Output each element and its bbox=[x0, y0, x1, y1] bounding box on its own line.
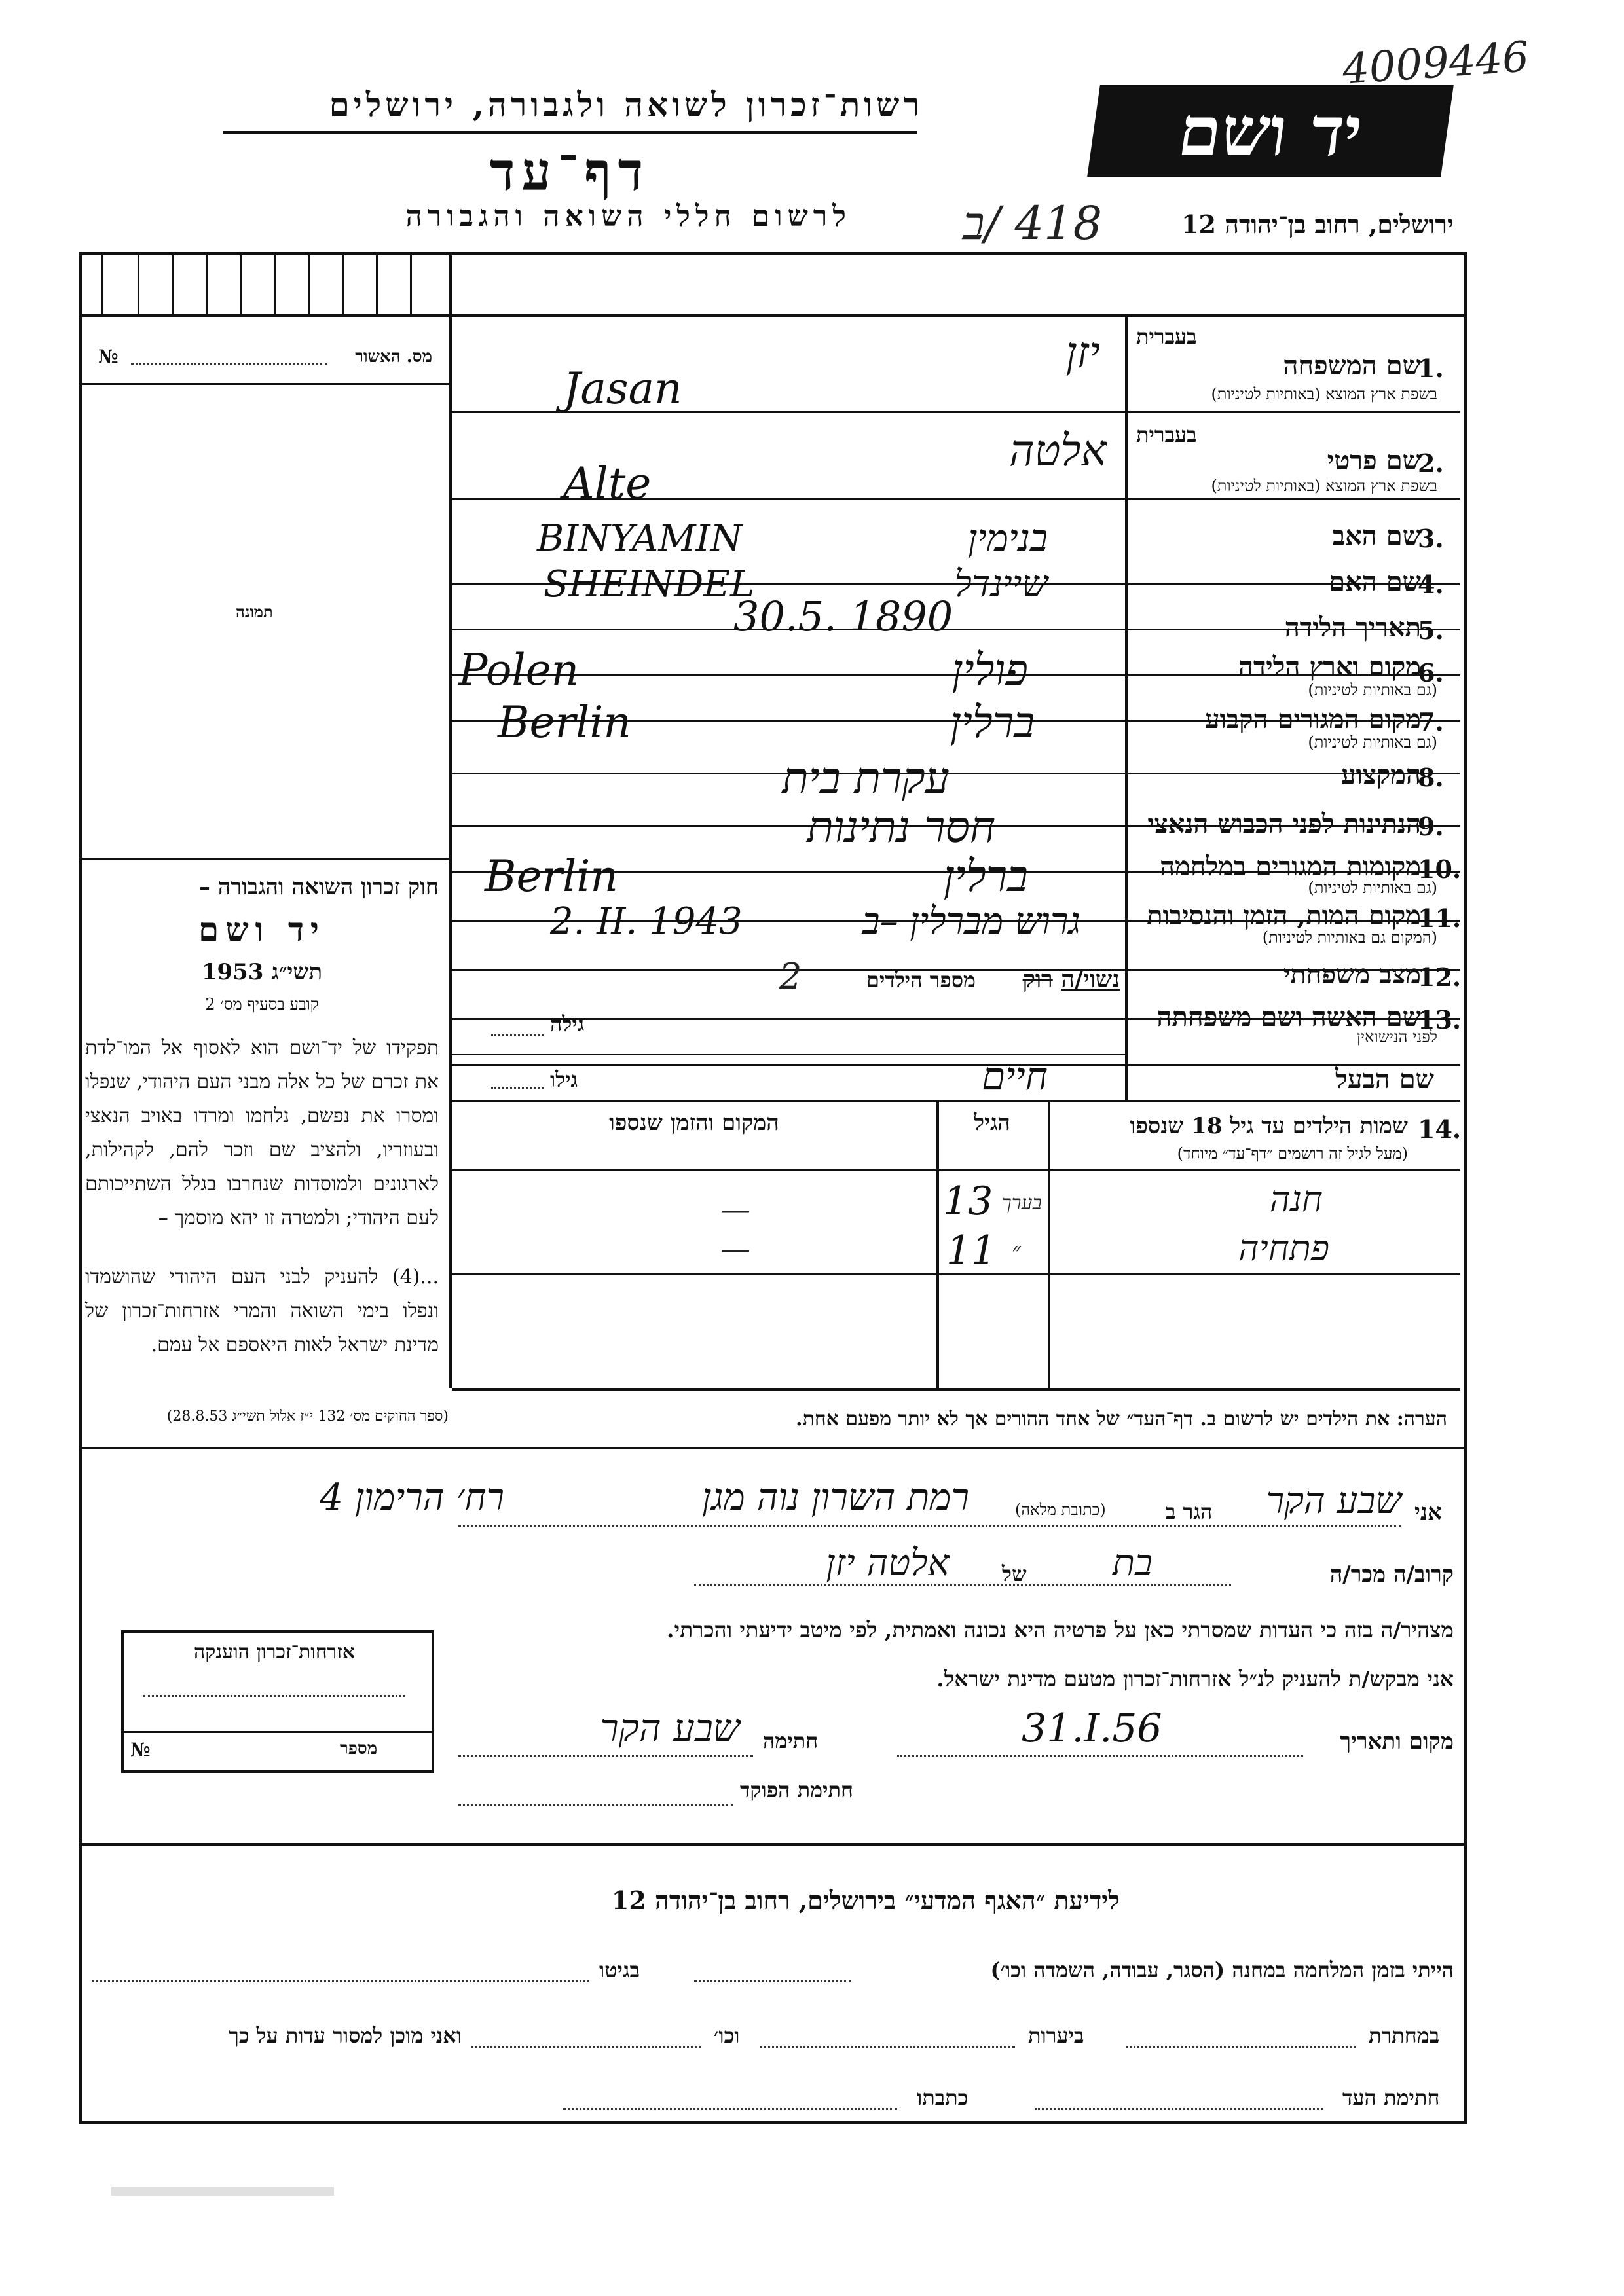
child-1-name: חנה bbox=[1269, 1178, 1323, 1220]
field-11-label: מקום המות, הזמן והנסיבות bbox=[1147, 900, 1421, 931]
memorial-box-title: אזרחות־זכרון הוענקה bbox=[193, 1641, 356, 1664]
field-13-number: 13. bbox=[1418, 1005, 1462, 1034]
mother-latin: SHEINDEL bbox=[544, 563, 755, 606]
field-1-sub: בשפת ארץ המוצא (באותיות לטיניות) bbox=[1211, 385, 1437, 403]
married-label: נשוי/ה bbox=[1061, 966, 1120, 993]
marital-status-value bbox=[982, 966, 1120, 993]
field-12-number: 12. bbox=[1418, 962, 1462, 992]
field-4-number: 4. bbox=[1418, 570, 1444, 599]
law-text-2: ...(4) להעניק לבני העם היהודי שהושמדו ונפלו בימי השואה והמרי אזרחות־זכרון של מדינת ישראל לאות היאספם אל עמם. bbox=[85, 1266, 439, 1357]
footer-line2-forests: ביערות bbox=[1028, 2023, 1084, 2048]
signature-value: שבע הקר bbox=[600, 1705, 740, 1750]
field-12-label: מצב משפחתי bbox=[1283, 959, 1421, 990]
war-residence-hebrew: ברלין bbox=[943, 851, 1028, 902]
child-1-age-note: בערך bbox=[1002, 1192, 1042, 1214]
place-date-value: 31.I.56 bbox=[1022, 1705, 1162, 1751]
field-2-lang-tag: בעברית bbox=[1136, 422, 1197, 447]
relation-value: בת bbox=[1112, 1542, 1153, 1584]
wife-age-label: גילה bbox=[550, 1011, 585, 1036]
children-header-age: הגיל bbox=[974, 1110, 1010, 1136]
child-1-age: 13 bbox=[943, 1178, 993, 1224]
official-signature-label: חתימת הפוקד bbox=[740, 1777, 853, 1802]
child-2-age: 11 bbox=[946, 1228, 997, 1273]
field-7-number: 7. bbox=[1418, 707, 1444, 737]
mother-hebrew: שיינדל bbox=[954, 563, 1048, 606]
child-2-name: פתחיה bbox=[1238, 1228, 1329, 1269]
nationality: חסר נתינות bbox=[807, 802, 995, 852]
field-10-number: 10. bbox=[1418, 854, 1462, 884]
field-5-label: תאריך הלידה bbox=[1284, 612, 1421, 643]
law-name: יד ושם bbox=[198, 910, 325, 949]
archive-number: 4009446 bbox=[1340, 33, 1531, 94]
form-title: דף־עד bbox=[489, 141, 650, 202]
memorial-citizenship-box bbox=[121, 1630, 434, 1773]
declarant-i-label: אני bbox=[1414, 1499, 1442, 1525]
father-latin: BINYAMIN bbox=[537, 517, 743, 560]
birth-date: 30.5. 1890 bbox=[733, 592, 953, 640]
authority-heading: רשות־זכרון לשואה ולגבורה, ירושלים bbox=[329, 85, 923, 124]
field-10-label: מקומות המגורים במלחמה bbox=[1160, 851, 1421, 882]
father-hebrew: בנימין bbox=[967, 517, 1048, 560]
field-1-lang-tag: בעברית bbox=[1136, 324, 1197, 349]
field-10-sub: (גם באותיות לטיניות) bbox=[1308, 879, 1437, 897]
declarant-address: רמת השרון נוה מגן bbox=[701, 1476, 969, 1519]
field-8-label: המקצוע bbox=[1341, 759, 1421, 790]
firstname-hebrew: אלטה bbox=[1008, 426, 1107, 476]
field-6-sub: (גם באותיות לטיניות) bbox=[1308, 681, 1437, 699]
field-13-sub: לפני הנישואין bbox=[1356, 1028, 1437, 1046]
footer-line3-address: כתבתו bbox=[917, 2085, 969, 2110]
footer-line2-etc: וכו׳ bbox=[714, 2023, 740, 2048]
occupation: עקרת בית bbox=[782, 753, 950, 803]
field-7-sub: (גם באותיות לטיניות) bbox=[1308, 733, 1437, 752]
file-reference: 418 /ב bbox=[963, 196, 1103, 250]
declarant-name: שבע הקר bbox=[1266, 1480, 1401, 1522]
place-date-label: מקום ותאריך bbox=[1340, 1728, 1454, 1755]
declarant-address-hint: (כתובת מלאה) bbox=[1015, 1501, 1106, 1519]
death-place-hebrew: גרוש מברלין –ב bbox=[862, 900, 1080, 943]
child-2-age-note: ״ bbox=[1012, 1238, 1021, 1265]
signature-label: חתימה bbox=[763, 1728, 819, 1753]
memorial-box-number-suffix: № bbox=[130, 1739, 151, 1760]
field-1-label: שם המשפחה bbox=[1283, 350, 1421, 381]
photo-label: תמונה bbox=[236, 602, 273, 621]
field-9-label: הנתינות לפני הכבוש הנאצי bbox=[1147, 809, 1421, 839]
surname-latin: Jasan bbox=[563, 363, 682, 414]
field-2-sub: בשפת ארץ המוצא (באותיות לטיניות) bbox=[1211, 477, 1437, 495]
residence-latin: Berlin bbox=[498, 697, 631, 748]
footer-line2-underground: במחתרת bbox=[1369, 2023, 1440, 2048]
field-6-number: 6. bbox=[1418, 658, 1444, 687]
surname-hebrew: יזן bbox=[1065, 327, 1100, 378]
war-residence-latin: Berlin bbox=[485, 851, 618, 902]
memorial-box-number-label: מספר bbox=[340, 1739, 378, 1758]
field-5-number: 5. bbox=[1418, 615, 1444, 645]
of-label: של bbox=[1002, 1561, 1027, 1586]
approval-number-suffix: № bbox=[98, 346, 119, 367]
scan-smudge bbox=[111, 2187, 334, 2196]
children-header-names: שמות הילדים עד גיל 18 שנספו bbox=[1130, 1113, 1408, 1139]
child-1-place: — bbox=[720, 1192, 750, 1227]
law-text: תפקידו של יד־ושם הוא לאסוף אל המו־לדת את זכרם של כל אלה מבני העם היהודי, שנפלו ומסרו את נפשם, נלחמו ומרדו באויב הנאצי ובעוזריו, ולהציב שם וזכר להם, לקהילות, לארגונים ולמוסדות שנחרבו בגלל השתייכותם לעם היהודי; ולמטרה זו יהא מוסמך – bbox=[85, 1036, 439, 1230]
field-11-sub: (המקום גם באותיות לטיניות) bbox=[1262, 928, 1437, 947]
law-reference: (ספר החוקים מס׳ 132 י״ז אלול תשי״ג 28.8.53) bbox=[166, 1408, 449, 1425]
footer-line1-camp: הייתי בזמן המלחמה במחנה (הסגר, עבודה, השמדה וכו׳) bbox=[990, 1958, 1454, 1982]
single-label-struck: רוק bbox=[1022, 966, 1053, 993]
death-date: 2. II. 1943 bbox=[550, 900, 743, 943]
husband-age-label: גילו bbox=[550, 1067, 578, 1092]
field-3-label: שם האב bbox=[1332, 520, 1421, 551]
declarant-resides-label: הגר ב bbox=[1166, 1499, 1213, 1524]
field-2-label: שם פרטי bbox=[1327, 445, 1421, 476]
field-8-number: 8. bbox=[1418, 763, 1444, 792]
child-2-place: — bbox=[720, 1231, 750, 1266]
of-name: אלטה יזן bbox=[826, 1542, 950, 1584]
residence-hebrew: ברלין bbox=[950, 697, 1035, 748]
children-header-sub: (מעל לגיל זה רושמים ״דף־עד״ מיוחד) bbox=[1177, 1144, 1408, 1163]
field-13-label: שם האשה ושם משפחתה bbox=[1156, 1002, 1421, 1032]
field-6-label: מקום וארץ הלידה bbox=[1238, 651, 1421, 682]
address-line: ירושלים, רחוב בן־יהודה 12 bbox=[1181, 210, 1454, 239]
declarant-address-cont: רח׳ הרימון 4 bbox=[320, 1476, 504, 1519]
husband-label: שם הבעל bbox=[1335, 1064, 1434, 1095]
law-clause: קובע בסעיף מס׳ 2 bbox=[205, 995, 319, 1013]
declaration-text: מצהיר/ה בזה כי העדות שמסרתי כאן על פרטיה היא נכונה ואמתית, לפי מיטב ידיעתי והכרתי. bbox=[667, 1617, 1454, 1643]
birthplace-latin: Polen bbox=[458, 645, 580, 695]
note-text: הערה: את הילדים יש לרשום ב. דף־העד״ של אחד ההורים אך לא יותר מפעם אחת. bbox=[796, 1408, 1447, 1430]
footer-title: לידיעת ״האגף המדעי״ בירושלים, רחוב בן־יהודה 12 bbox=[611, 1886, 1120, 1915]
footer-line1-ghetto: בגיטו bbox=[599, 1958, 640, 1982]
husband-name: חיים bbox=[982, 1054, 1048, 1099]
law-title: חוק זכרון השואה והגבורה – bbox=[198, 874, 439, 900]
form-subtitle: לרשום חללי השואה והגבורה bbox=[405, 200, 851, 233]
field-4-label: שם האם bbox=[1329, 566, 1421, 597]
children-number: 14. bbox=[1418, 1114, 1462, 1144]
children-count-value: 2 bbox=[779, 956, 802, 997]
footer-line3-witness-signature: חתימת העד bbox=[1342, 2085, 1440, 2110]
law-year: תשי״ג 1953 bbox=[201, 959, 323, 985]
field-1-number: 1. bbox=[1418, 354, 1444, 383]
request-text: אני מבקש/ת להעניק לנ״ל אזרחות־זכרון מטעם מדינת ישראל. bbox=[936, 1666, 1454, 1692]
field-3-number: 3. bbox=[1418, 524, 1444, 553]
yad-vashem-logo bbox=[1087, 85, 1454, 177]
field-7-label: מקום המגורים הקבוע bbox=[1205, 704, 1421, 735]
firstname-latin: Alte bbox=[563, 458, 652, 509]
field-9-number: 9. bbox=[1418, 812, 1444, 841]
children-count-label: מספר הילדים bbox=[866, 968, 976, 993]
field-2-number: 2. bbox=[1418, 448, 1444, 478]
relation-label: קרוב/ה מכר/ה bbox=[1329, 1561, 1454, 1588]
field-11-number: 11. bbox=[1418, 903, 1462, 933]
logo-text: יד ושם bbox=[1173, 90, 1367, 172]
approval-number-label: מס. האשור bbox=[355, 347, 432, 367]
birthplace-hebrew: פולין bbox=[951, 645, 1028, 695]
footer-line2-willing: ואני מוכן למסור עדות על כך bbox=[229, 2023, 462, 2048]
children-header-place: המקום והזמן שנספו bbox=[609, 1110, 779, 1136]
